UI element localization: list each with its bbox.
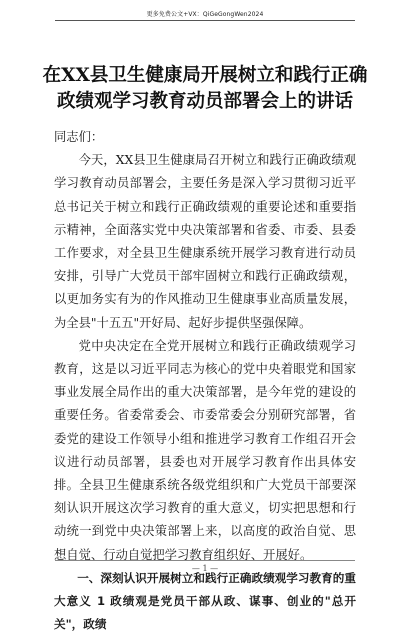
title-line-2: 政绩观学习教育动员部署会上的讲话 bbox=[56, 91, 353, 112]
page-number: — 1 — bbox=[191, 564, 219, 573]
body-paragraph-1: 今天，XX县卫生健康局召开树立和践行正确政绩观学习教育动员部署会，主要任务是深入学习贯彻习近平总书记关于树立和践行正确政绩观的重要论述和重要指示精神，全面落实党中央决策部署和省委、市委、县委工作要求，对全县卫生健康系统开展学习教育进行动员安排，引导广大党员干部牢固树立和践行正确政绩观，以更加务实有为的作风推动卫生健康事业高质量发展，为全县"十五五"开好局、起好步提供坚强保障。 bbox=[54, 153, 356, 330]
title-line-1: 在XX县卫生健康局开展树立和践行正确 bbox=[42, 65, 368, 86]
footer-divider bbox=[55, 560, 355, 561]
salutation: 同志们： bbox=[54, 130, 104, 144]
header-banner: 更多免费公文+VX：QiGeGongWen2024 bbox=[146, 11, 264, 18]
body-paragraph-2: 党中央决定在全党开展树立和践行正确政绩观学习教育，这是以习近平同志为核心的党中央着眼党和国家事业发展全局作出的重大决策部署，是今年党的建设的重要任务。省委常委会、市委常委会分别研究部署，省委党的建设工作领导小组和推进学习教育工作组召开会议进行动员部署，县委也对开展学习教育作出具体安排。全县卫生健康系统各级党组织和广大党员干部要深刻认识开展这次学习教育的重大意义，切实把思想和行动统一到党中央决策部署上来，以高度的政治自觉、思想自觉、行动自觉把学习教育组织好、开展好。 bbox=[54, 338, 356, 562]
document-title bbox=[0, 63, 410, 115]
section-heading-1: 一、深刻认识开展树立和践行正确政绩观学习教育的重大意义 1 政绩观是党员干部从政、谋事、创业的"总开关"，政绩 bbox=[54, 570, 356, 632]
header-divider bbox=[55, 20, 355, 21]
